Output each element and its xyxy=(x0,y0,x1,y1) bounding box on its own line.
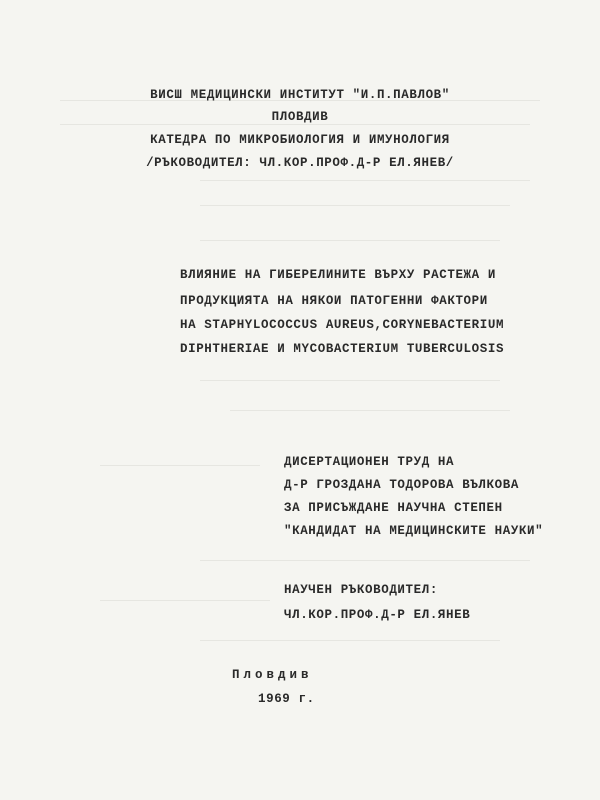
department-head: /РЪКОВОДИТЕЛ: ЧЛ.КОР.ПРОФ.Д-Р ЕЛ.ЯНЕВ/ xyxy=(146,156,454,170)
advisor-name: ЧЛ.КОР.ПРОФ.Д-Р ЕЛ.ЯНЕВ xyxy=(284,608,471,622)
title-line-1: ВЛИЯНИЕ НА ГИБЕРЕЛИНИТЕ ВЪРХУ РАСТЕЖА И xyxy=(180,268,496,282)
title-line-4: DIPHTHERIAE И MYCOBACTERIUM TUBERCULOSIS xyxy=(180,342,505,356)
degree-name: "КАНДИДАТ НА МЕДИЦИНСКИТЕ НАУКИ" xyxy=(284,524,544,538)
title-line-2: ПРОДУКЦИЯТА НА НЯКОИ ПАТОГЕННИ ФАКТОРИ xyxy=(180,294,488,308)
degree-purpose: ЗА ПРИСЪЖДАНЕ НАУЧНА СТЕПЕН xyxy=(284,501,503,515)
advisor-label: НАУЧЕН РЪКОВОДИТЕЛ: xyxy=(284,583,438,597)
title-line-3: НА STAPHYLOCOCCUS AUREUS,CORYNEBACTERIUM xyxy=(180,318,505,332)
department-name: КАТЕДРА ПО МИКРОБИОЛОГИЯ И ИМУНОЛОГИЯ xyxy=(150,133,450,147)
footer-year: 1969 г. xyxy=(258,692,315,706)
dissertation-label: ДИСЕРТАЦИОНЕН ТРУД НА xyxy=(284,455,455,469)
footer-city: Пловдив xyxy=(232,668,313,682)
author-name: Д-Р ГРОЗДАНА ТОДОРОВА ВЪЛКОВА xyxy=(284,478,519,492)
institute-city: ПЛОВДИВ xyxy=(271,110,329,124)
institute-name: ВИСШ МЕДИЦИНСКИ ИНСТИТУТ "И.П.ПАВЛОВ" xyxy=(150,88,450,102)
